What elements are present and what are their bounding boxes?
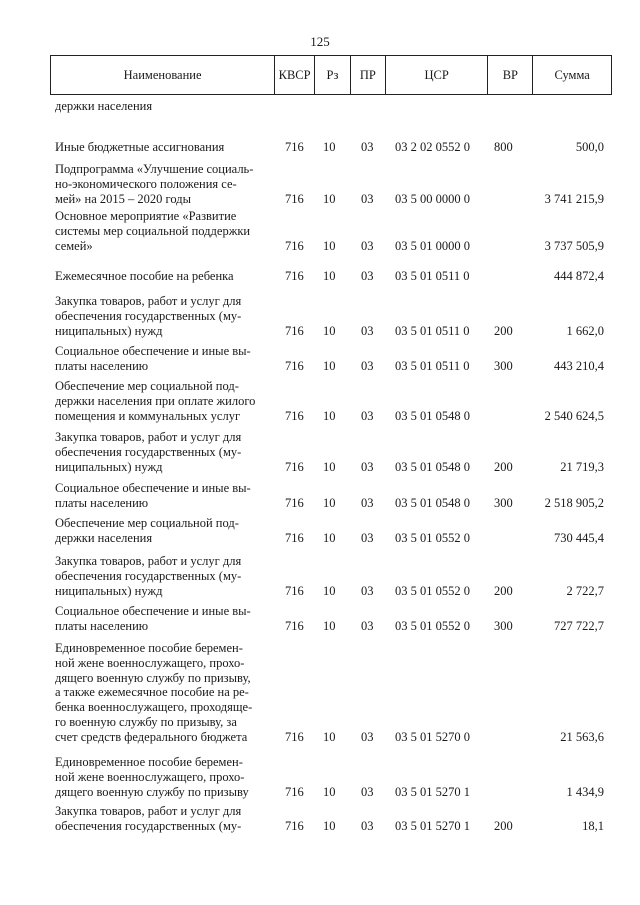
cell-name-line: держки населения bbox=[55, 99, 153, 113]
cell-pr bbox=[351, 294, 386, 338]
cell-kvsr-value: 716 bbox=[285, 408, 304, 423]
cell-sum-value: 730 445,4 bbox=[554, 530, 604, 545]
cell-csr bbox=[386, 804, 489, 834]
header-csr: ЦСР bbox=[386, 56, 489, 94]
cell-name bbox=[50, 641, 275, 745]
cell-pr-value: 03 bbox=[361, 818, 374, 833]
cell-vr bbox=[489, 755, 534, 799]
cell-csr-value: 03 5 01 0548 0 bbox=[395, 408, 470, 423]
cell-sum-value: 3 737 505,9 bbox=[544, 238, 604, 253]
table-row bbox=[50, 804, 612, 834]
cell-name-line: Закупка товаров, работ и услуг для bbox=[55, 430, 242, 444]
table-row bbox=[50, 344, 612, 374]
cell-pr bbox=[351, 209, 386, 253]
cell-kvsr bbox=[275, 140, 315, 155]
cell-csr-value: 03 5 01 0511 0 bbox=[395, 269, 470, 283]
cell-vr-value: 300 bbox=[494, 358, 513, 373]
cell-rz bbox=[315, 140, 351, 155]
cell-name-line: платы населению bbox=[55, 358, 149, 373]
cell-sum bbox=[534, 481, 612, 511]
cell-pr bbox=[351, 804, 386, 834]
cell-csr-value: 03 5 01 0552 0 bbox=[395, 583, 470, 598]
cell-rz-value: 10 bbox=[323, 140, 336, 154]
cell-rz-value: 10 bbox=[323, 618, 336, 633]
cell-rz bbox=[315, 481, 351, 511]
cell-kvsr-value: 716 bbox=[285, 495, 304, 510]
cell-name bbox=[50, 162, 275, 206]
cell-sum bbox=[534, 554, 612, 598]
cell-kvsr bbox=[275, 344, 315, 374]
cell-name-line: платы населению bbox=[55, 495, 149, 510]
cell-csr bbox=[386, 344, 489, 374]
cell-kvsr bbox=[275, 209, 315, 253]
header-sum: Сумма bbox=[554, 67, 590, 82]
cell-sum bbox=[534, 294, 612, 338]
cell-name bbox=[50, 294, 275, 338]
cell-sum-value: 500,0 bbox=[575, 140, 604, 154]
cell-vr-value: 300 bbox=[494, 618, 513, 633]
cell-sum-value: 2 518 905,2 bbox=[544, 495, 604, 510]
cell-pr bbox=[351, 755, 386, 799]
cell-name-line: дящего военную службу по призыву bbox=[55, 784, 249, 799]
cell-name-line: Закупка товаров, работ и услуг для bbox=[55, 804, 242, 818]
cell-name-line: счет средств федерального бюджета bbox=[55, 729, 248, 744]
table-row bbox=[50, 269, 612, 284]
cell-pr bbox=[351, 641, 386, 745]
cell-pr-value: 03 bbox=[361, 583, 374, 598]
table-row bbox=[50, 430, 612, 474]
cell-rz-value: 10 bbox=[323, 191, 336, 206]
cell-sum-value: 443 210,4 bbox=[554, 358, 604, 373]
cell-vr bbox=[489, 140, 534, 155]
cell-kvsr-value: 716 bbox=[285, 238, 304, 253]
cell-vr bbox=[489, 804, 534, 834]
cell-kvsr-value: 716 bbox=[285, 323, 304, 338]
cell-kvsr bbox=[275, 99, 315, 114]
cell-name bbox=[50, 430, 275, 474]
cell-vr bbox=[489, 162, 534, 206]
cell-rz-value: 10 bbox=[323, 323, 336, 338]
cell-name bbox=[50, 379, 275, 423]
cell-sum bbox=[534, 755, 612, 799]
cell-name-line: Закупка товаров, работ и услуг для bbox=[55, 554, 242, 568]
cell-pr bbox=[351, 269, 386, 284]
cell-name-line: ной жене военнослужащего, прохо- bbox=[55, 655, 245, 670]
cell-rz bbox=[315, 755, 351, 799]
cell-name bbox=[50, 481, 275, 511]
cell-name bbox=[50, 344, 275, 374]
page-number: 125 bbox=[310, 34, 330, 49]
cell-vr bbox=[489, 604, 534, 634]
cell-rz bbox=[315, 99, 351, 114]
cell-rz bbox=[315, 516, 351, 546]
cell-name-line: бенка военнослужащего, проходяще- bbox=[55, 700, 253, 715]
cell-kvsr-value: 716 bbox=[285, 818, 304, 833]
cell-name-line: Единовременное пособие беремен- bbox=[55, 755, 243, 769]
cell-csr-value: 03 5 01 0548 0 bbox=[395, 459, 470, 474]
table-row bbox=[50, 516, 612, 546]
cell-kvsr bbox=[275, 554, 315, 598]
cell-rz bbox=[315, 294, 351, 338]
cell-name-line: помещения и коммунальных услуг bbox=[55, 408, 241, 423]
cell-rz bbox=[315, 209, 351, 253]
cell-name-line: держки населения при оплате жилого bbox=[55, 393, 256, 408]
cell-csr bbox=[386, 162, 489, 206]
cell-kvsr-value: 716 bbox=[285, 530, 304, 545]
cell-sum-value: 3 741 215,9 bbox=[544, 191, 604, 206]
cell-rz-value: 10 bbox=[323, 729, 336, 744]
cell-sum-value: 21 563,6 bbox=[560, 729, 604, 744]
cell-name-line: ной жене военнослужащего, прохо- bbox=[55, 769, 245, 784]
cell-rz bbox=[315, 554, 351, 598]
cell-csr bbox=[386, 516, 489, 546]
cell-pr bbox=[351, 99, 386, 114]
cell-pr bbox=[351, 379, 386, 423]
cell-name-line: Социальное обеспечение и иные вы- bbox=[55, 604, 251, 618]
cell-csr bbox=[386, 209, 489, 253]
cell-csr-value: 03 5 01 0548 0 bbox=[395, 495, 470, 510]
cell-csr bbox=[386, 430, 489, 474]
cell-name-line: Ежемесячное пособие на ребенка bbox=[55, 269, 234, 283]
cell-pr bbox=[351, 516, 386, 546]
cell-sum bbox=[534, 99, 612, 114]
cell-name-line: обеспечения государственных (му- bbox=[55, 568, 242, 583]
cell-rz bbox=[315, 641, 351, 745]
cell-pr bbox=[351, 554, 386, 598]
cell-name bbox=[50, 516, 275, 546]
cell-kvsr-value: 716 bbox=[285, 269, 304, 283]
cell-sum-value: 727 722,7 bbox=[554, 618, 604, 633]
cell-sum-value: 2 540 624,5 bbox=[544, 408, 604, 423]
cell-csr bbox=[386, 604, 489, 634]
cell-vr bbox=[489, 516, 534, 546]
cell-vr-value: 200 bbox=[494, 459, 513, 474]
table-row bbox=[50, 294, 612, 338]
cell-name bbox=[50, 209, 275, 253]
cell-name bbox=[50, 604, 275, 634]
cell-name-line: держки населения bbox=[55, 530, 153, 545]
cell-csr bbox=[386, 99, 489, 114]
cell-kvsr-value: 716 bbox=[285, 191, 304, 206]
cell-sum-value: 444 872,4 bbox=[554, 269, 604, 283]
cell-vr bbox=[489, 641, 534, 745]
cell-kvsr bbox=[275, 604, 315, 634]
cell-csr bbox=[386, 641, 489, 745]
cell-kvsr bbox=[275, 481, 315, 511]
cell-csr bbox=[386, 379, 489, 423]
cell-kvsr-value: 716 bbox=[285, 140, 304, 154]
cell-vr-value: 300 bbox=[494, 495, 513, 510]
cell-csr-value: 03 5 01 5270 1 bbox=[395, 818, 470, 833]
cell-rz-value: 10 bbox=[323, 358, 336, 373]
cell-rz bbox=[315, 604, 351, 634]
cell-pr bbox=[351, 344, 386, 374]
cell-name-line: дящего военную службу по призыву, bbox=[55, 670, 251, 685]
cell-name bbox=[50, 755, 275, 799]
cell-vr bbox=[489, 209, 534, 253]
table-row bbox=[50, 209, 612, 253]
cell-name-line: Социальное обеспечение и иные вы- bbox=[55, 481, 251, 495]
cell-sum bbox=[534, 140, 612, 155]
cell-pr-value: 03 bbox=[361, 784, 374, 799]
cell-kvsr-value: 716 bbox=[285, 618, 304, 633]
cell-kvsr-value: 716 bbox=[285, 358, 304, 373]
cell-csr bbox=[386, 140, 489, 155]
cell-name-line: го военную службу по призыву, за bbox=[55, 714, 237, 729]
cell-pr-value: 03 bbox=[361, 238, 374, 253]
cell-sum bbox=[534, 162, 612, 206]
cell-vr bbox=[489, 99, 534, 114]
cell-pr bbox=[351, 140, 386, 155]
cell-sum bbox=[534, 641, 612, 745]
cell-vr bbox=[489, 430, 534, 474]
cell-pr-value: 03 bbox=[361, 495, 374, 510]
header-vr: ВР bbox=[488, 56, 533, 94]
cell-rz bbox=[315, 379, 351, 423]
cell-kvsr bbox=[275, 804, 315, 834]
cell-rz-value: 10 bbox=[323, 583, 336, 598]
cell-pr-value: 03 bbox=[361, 459, 374, 474]
cell-kvsr-value: 716 bbox=[285, 459, 304, 474]
cell-pr-value: 03 bbox=[361, 618, 374, 633]
cell-csr-value: 03 5 01 0000 0 bbox=[395, 238, 470, 253]
table-row bbox=[50, 641, 612, 745]
cell-sum bbox=[534, 430, 612, 474]
cell-name-line: Иные бюджетные ассигнования bbox=[55, 140, 225, 154]
cell-vr bbox=[489, 344, 534, 374]
cell-name-line: ниципальных) нужд bbox=[55, 459, 163, 474]
cell-csr-value: 03 5 01 0552 0 bbox=[395, 618, 470, 633]
cell-kvsr-value: 716 bbox=[285, 729, 304, 744]
cell-sum bbox=[534, 604, 612, 634]
cell-sum bbox=[534, 379, 612, 423]
cell-pr-value: 03 bbox=[361, 530, 374, 545]
cell-name-line: ниципальных) нужд bbox=[55, 583, 163, 598]
cell-kvsr bbox=[275, 430, 315, 474]
table-row bbox=[50, 755, 612, 799]
cell-name-line: Единовременное пособие беремен- bbox=[55, 641, 243, 655]
table-row bbox=[50, 162, 612, 206]
cell-kvsr-value: 716 bbox=[285, 583, 304, 598]
cell-pr-value: 03 bbox=[361, 323, 374, 338]
cell-kvsr bbox=[275, 294, 315, 338]
cell-csr bbox=[386, 269, 489, 284]
cell-name-line: Основное мероприятие «Развитие bbox=[55, 209, 237, 223]
cell-rz-value: 10 bbox=[323, 784, 336, 799]
cell-rz bbox=[315, 344, 351, 374]
cell-kvsr bbox=[275, 162, 315, 206]
cell-rz-value: 10 bbox=[323, 818, 336, 833]
cell-pr-value: 03 bbox=[361, 269, 374, 283]
cell-vr-value: 200 bbox=[494, 323, 513, 338]
cell-name-line: Подпрограмма «Улучшение социаль- bbox=[55, 162, 254, 176]
cell-csr bbox=[386, 294, 489, 338]
cell-rz-value: 10 bbox=[323, 530, 336, 545]
cell-csr-value: 03 5 00 0000 0 bbox=[395, 191, 470, 206]
cell-name bbox=[50, 554, 275, 598]
cell-rz-value: 10 bbox=[323, 238, 336, 253]
cell-rz-value: 10 bbox=[323, 408, 336, 423]
table-header bbox=[50, 55, 612, 95]
cell-kvsr bbox=[275, 755, 315, 799]
cell-sum bbox=[534, 516, 612, 546]
cell-csr-value: 03 5 01 0511 0 bbox=[395, 323, 470, 338]
header-kvsr: КВСР bbox=[275, 56, 315, 94]
cell-csr bbox=[386, 481, 489, 511]
cell-name-line: Обеспечение мер социальной под- bbox=[55, 379, 239, 393]
cell-kvsr bbox=[275, 641, 315, 745]
table-row bbox=[50, 379, 612, 423]
cell-pr-value: 03 bbox=[361, 408, 374, 423]
cell-sum bbox=[534, 344, 612, 374]
cell-vr bbox=[489, 379, 534, 423]
cell-vr bbox=[489, 294, 534, 338]
cell-kvsr bbox=[275, 516, 315, 546]
cell-name-line: мей» на 2015 – 2020 годы bbox=[55, 191, 191, 206]
cell-name-line: Обеспечение мер социальной под- bbox=[55, 516, 239, 530]
cell-kvsr bbox=[275, 269, 315, 284]
cell-name-line: системы мер социальной поддержки bbox=[55, 223, 251, 238]
cell-sum-value: 1 434,9 bbox=[566, 784, 604, 799]
cell-csr-value: 03 5 01 0511 0 bbox=[395, 358, 470, 373]
cell-name-line: семей» bbox=[55, 238, 93, 253]
cell-vr-value: 800 bbox=[494, 140, 513, 154]
cell-csr-value: 03 5 01 5270 0 bbox=[395, 729, 470, 744]
cell-rz-value: 10 bbox=[323, 495, 336, 510]
cell-sum bbox=[534, 269, 612, 284]
cell-pr-value: 03 bbox=[361, 191, 374, 206]
cell-sum bbox=[534, 209, 612, 253]
table-row bbox=[50, 554, 612, 598]
header-name: Наименование bbox=[51, 56, 275, 94]
cell-name bbox=[50, 804, 275, 834]
cell-pr-value: 03 bbox=[361, 729, 374, 744]
cell-vr-value: 200 bbox=[494, 818, 513, 833]
cell-sum-value: 2 722,7 bbox=[566, 583, 604, 598]
cell-csr-value: 03 5 01 0552 0 bbox=[395, 530, 470, 545]
cell-rz-value: 10 bbox=[323, 459, 336, 474]
cell-csr-value: 03 5 01 5270 1 bbox=[395, 784, 470, 799]
cell-name-line: Социальное обеспечение и иные вы- bbox=[55, 344, 251, 358]
cell-vr-value: 200 bbox=[494, 583, 513, 598]
cell-rz-value: 10 bbox=[323, 269, 336, 283]
cell-rz bbox=[315, 269, 351, 284]
cell-name bbox=[50, 269, 275, 284]
cell-sum-value: 21 719,3 bbox=[560, 459, 604, 474]
cell-vr bbox=[489, 269, 534, 284]
cell-rz bbox=[315, 162, 351, 206]
cell-csr-value: 03 2 02 0552 0 bbox=[395, 140, 470, 154]
cell-name-line: обеспечения государственных (му- bbox=[55, 444, 242, 459]
table-row bbox=[50, 140, 612, 155]
cell-csr bbox=[386, 554, 489, 598]
cell-name bbox=[50, 99, 275, 114]
cell-name-line: но-экономического положения се- bbox=[55, 176, 237, 191]
cell-csr bbox=[386, 755, 489, 799]
cell-sum-value: 18,1 bbox=[582, 818, 604, 833]
cell-pr bbox=[351, 162, 386, 206]
cell-pr bbox=[351, 430, 386, 474]
cell-pr bbox=[351, 481, 386, 511]
cell-rz bbox=[315, 430, 351, 474]
header-rz: Рз bbox=[315, 56, 351, 94]
cell-name-line: платы населению bbox=[55, 618, 149, 633]
cell-name-line: ниципальных) нужд bbox=[55, 323, 163, 338]
cell-vr bbox=[489, 554, 534, 598]
cell-kvsr bbox=[275, 379, 315, 423]
cell-sum-value: 1 662,0 bbox=[566, 323, 604, 338]
header-pr: ПР bbox=[351, 56, 386, 94]
cell-name-line: Закупка товаров, работ и услуг для bbox=[55, 294, 242, 308]
cell-vr bbox=[489, 481, 534, 511]
cell-kvsr-value: 716 bbox=[285, 784, 304, 799]
cell-pr-value: 03 bbox=[361, 140, 374, 154]
cell-pr bbox=[351, 604, 386, 634]
cell-rz bbox=[315, 804, 351, 834]
cell-name bbox=[50, 140, 275, 155]
cell-name-line: обеспечения государственных (му- bbox=[55, 818, 242, 833]
table-row bbox=[50, 99, 612, 114]
cell-sum bbox=[534, 804, 612, 834]
table-row bbox=[50, 481, 612, 511]
cell-name-line: обеспечения государственных (му- bbox=[55, 308, 242, 323]
cell-pr-value: 03 bbox=[361, 358, 374, 373]
table-row bbox=[50, 604, 612, 634]
cell-name-line: а также ежемесячное пособие на ре- bbox=[55, 685, 249, 700]
